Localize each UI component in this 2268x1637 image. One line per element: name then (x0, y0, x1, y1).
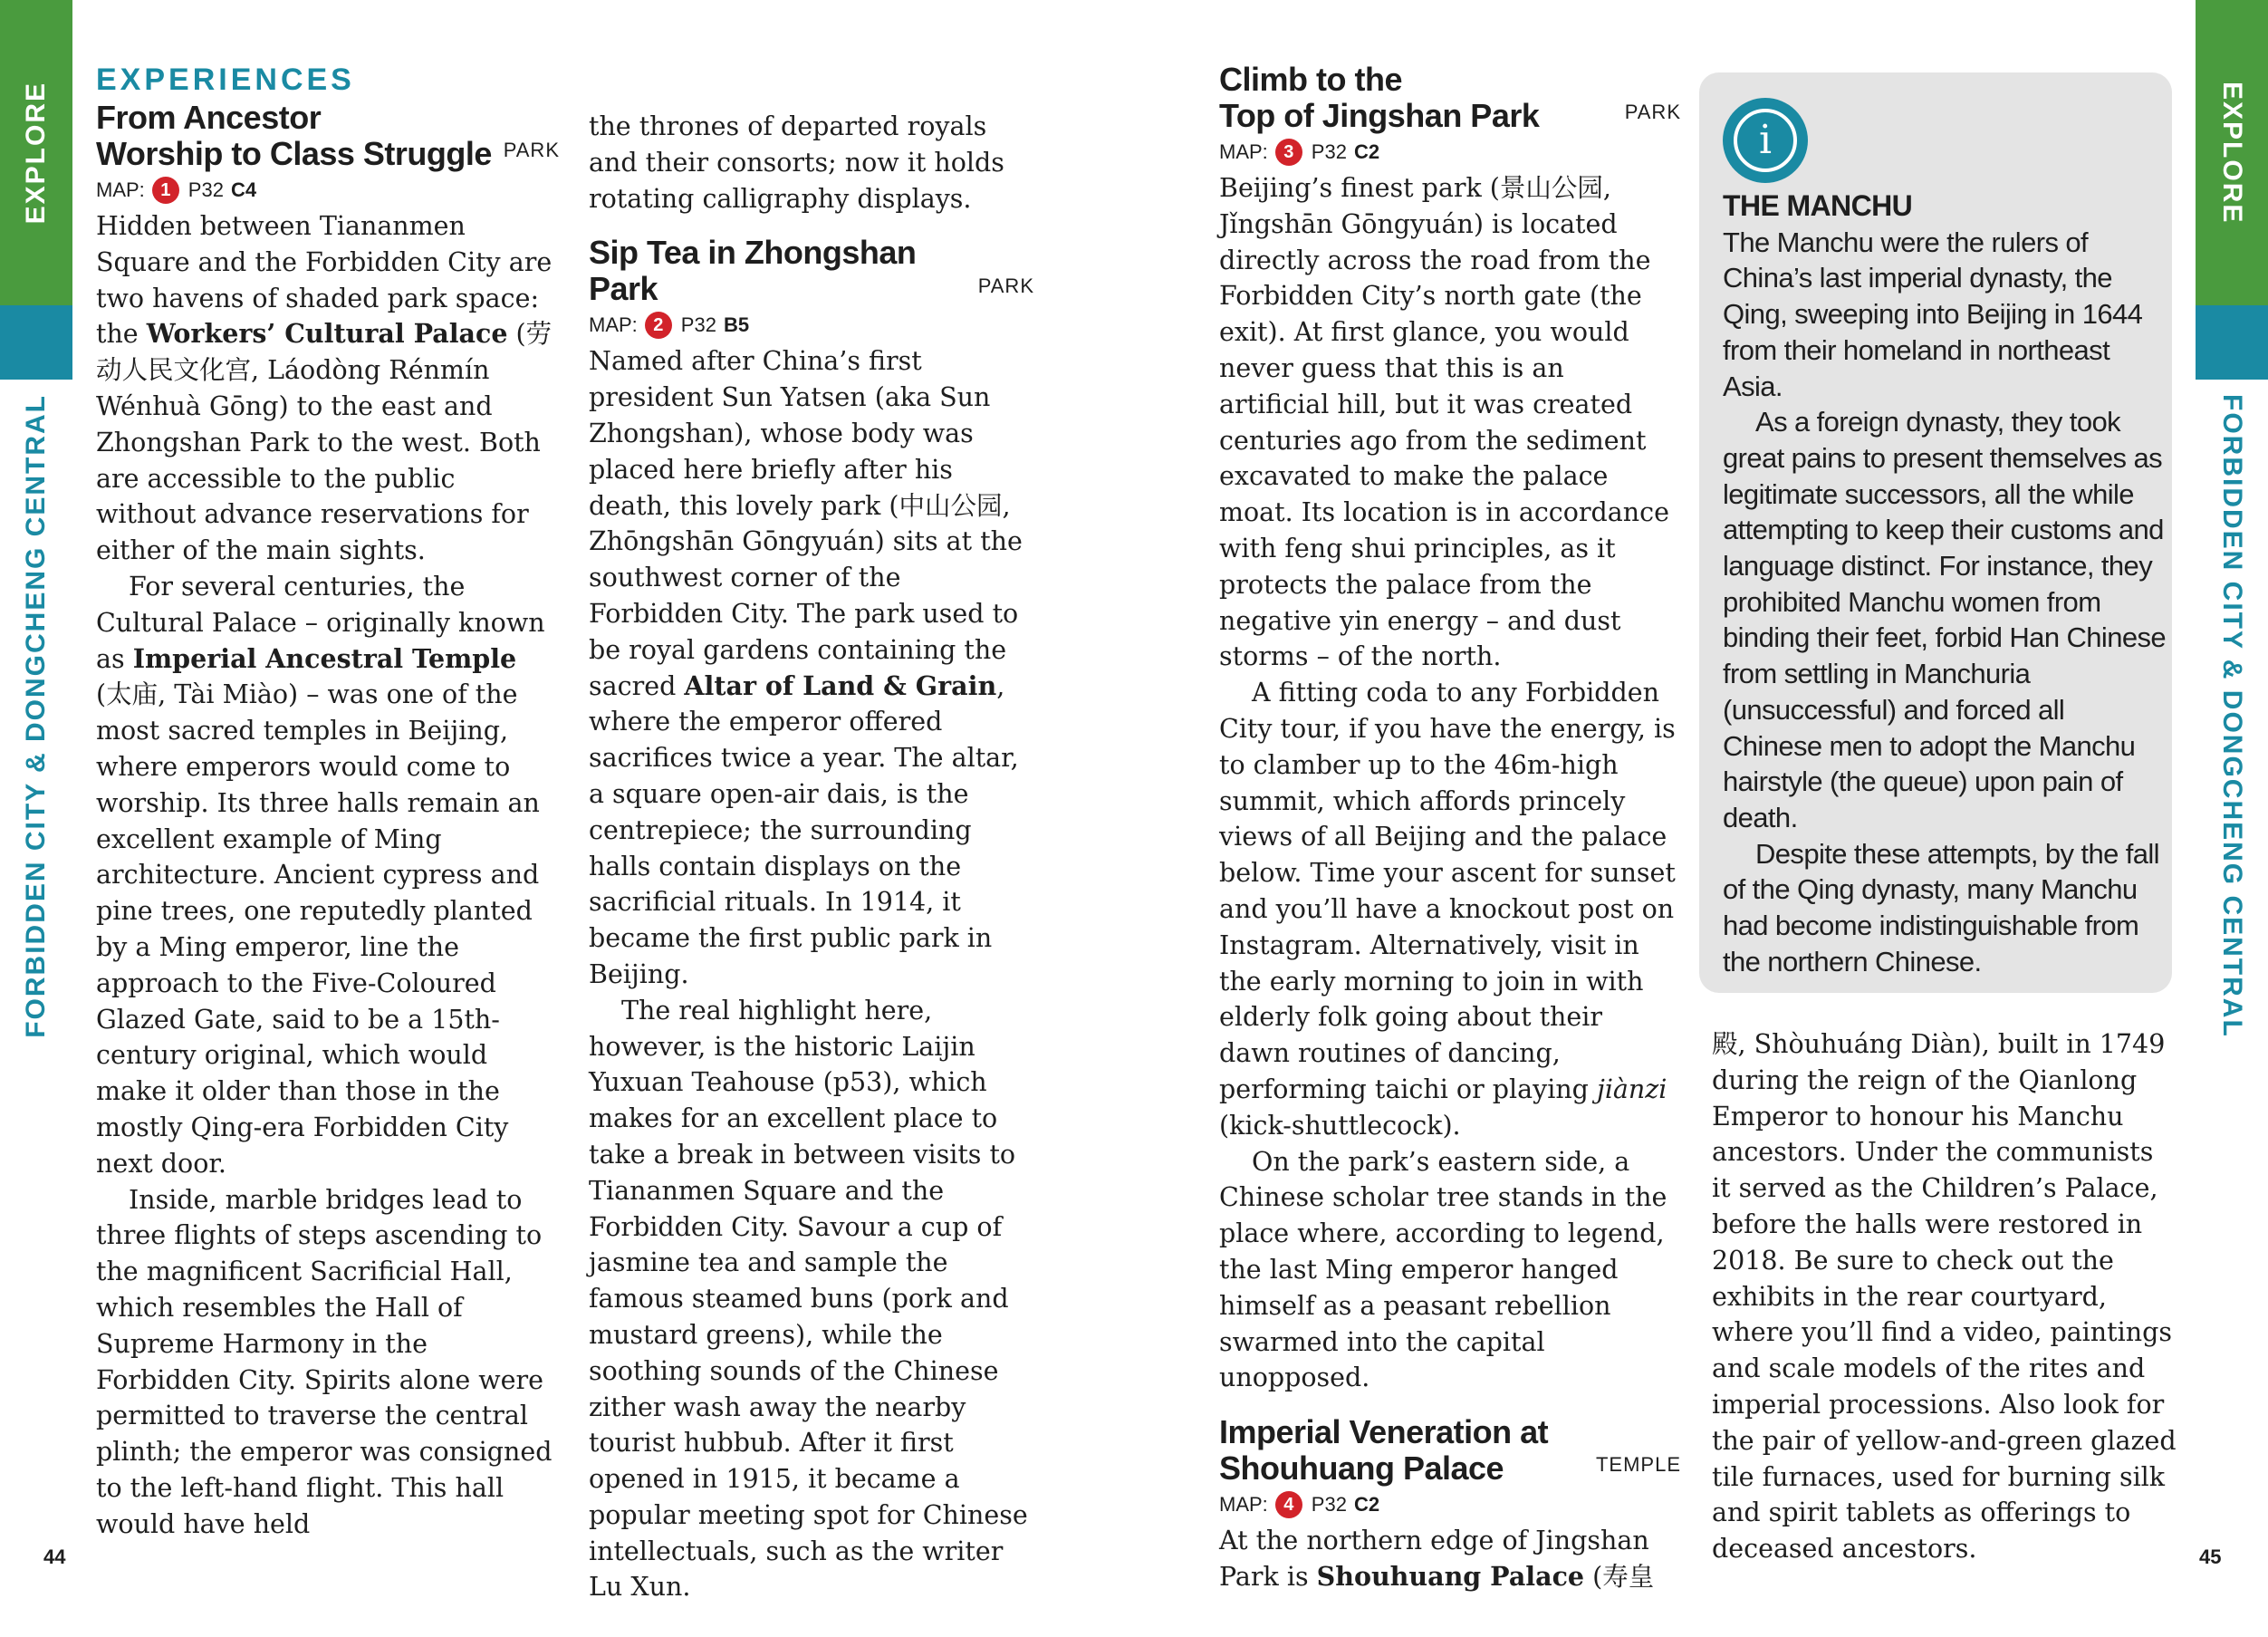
side-tab-accent-right (2196, 305, 2268, 380)
text-column-3 (1219, 62, 1681, 1595)
text-column-2 (589, 109, 1034, 1605)
section-label: FORBIDDEN CITY & DONGCHENG CENTRAL (2217, 393, 2247, 1038)
body-paragraph: Inside, marble bridges lead to three flights of steps ascending to the magnificent Sacrificial Hall, which resembles the Hall of Supreme Harmony in the Forbidden City. Spirits alone were permitted to traverse the central plinth; the emperor was consigned to the left-hand flight. This hall would have held (96, 1184, 553, 1539)
entry-heading (96, 100, 560, 172)
entry-title: From Ancestor Worship to Class Struggle (96, 99, 492, 172)
entry-category: TEMPLE (1595, 1453, 1681, 1477)
sidebar-paragraph: As a foreign dynasty, they took great pains to present themselves as legitimate successors, all the while attempting to keep their customs and language distinct. For instance, they prohibited Manchu women from binding their feet, forbid Han Chinese from settling in Manchuria (unsuccessful) and forced all Chinese men to adopt the Manchu hairstyle (the queue) upon pain of death. (1723, 406, 2167, 833)
map-marker-icon: 1 (152, 177, 179, 204)
entry-heading (589, 235, 1034, 307)
entry-title: Climb to the Top of Jingshan Park (1219, 61, 1540, 134)
map-reference[interactable]: MAP: 4 P32 C2 (1219, 1487, 1681, 1523)
highlight-term: Workers’ Cultural Palace (146, 318, 508, 350)
entry-title: Sip Tea in Zhongshan Park (589, 234, 917, 308)
section-label: FORBIDDEN CITY & DONGCHENG CENTRAL (21, 393, 51, 1038)
text-column-1 (96, 62, 560, 1542)
text-column-4 (1712, 1026, 2177, 1567)
side-label-section-right (2196, 393, 2268, 1038)
body-paragraph: The real highlight here, however, is the historic Laijin Yuxuan Teahouse (p53), which makes for an excellent place to take a break in between visits to Tiananmen Square and the Forbidden City. Savour a cup of jasmine tea and sample the famous steamed buns (pork and mustard greens), while the soothing sounds of the Chinese zither wash away the nearby tourist hubbub. After it first opened in 1915, it became a popular meeting spot for Chinese intellectuals, such as the writer Lu Xun. (589, 995, 1028, 1603)
body-paragraph: Beijing’s finest park (景山公园, Jǐngshān Gōngyuán) is located directly across the road from the Forbidden City’s north gate (the exit). At first glance, you would never guess that this is an artificial hill, but it was created centuries ago from the sediment excavated to make the palace moat. Its location is in accordance with feng shui principles, as it protects the palace from the negative yin energy – and dust storms – of the north. (1219, 173, 1669, 672)
side-label-section-left (0, 393, 72, 1038)
body-paragraph: A fitting coda to any Forbidden City tour, if you have the energy, is to clamber up to the 46m-high summit, which affords princely views of all Beijing and the palace below. Time your ascent for sunset and you’ll have a knockout post on Instagram. Alternatively, visit in the early morning to join in with elderly folk going about their dawn routines of dancing, performing taichi or playing jiànzi (kick-shuttlecock). (1219, 678, 1676, 1141)
highlight-term: Imperial Ancestral Temple (132, 642, 517, 674)
page-number-right: 45 (2199, 1546, 2222, 1568)
side-label-explore-left (0, 0, 72, 305)
map-reference[interactable]: MAP: 1 P32 C4 (96, 172, 560, 208)
explore-label: EXPLORE (2217, 81, 2247, 225)
explore-label: EXPLORE (21, 81, 51, 225)
body-paragraph: On the park’s eastern side, a Chinese scholar tree stands in the place where, according to legend, the last Ming emperor hanged himself as a peasant rebellion swarmed into the capital unopposed. (1219, 1146, 1667, 1393)
info-icon: i (1723, 98, 1808, 183)
entry-heading (1219, 62, 1681, 134)
body-paragraph: the thrones of departed royals and their consorts; now it holds rotating calligraphy displays. (589, 111, 1004, 214)
page-number-left: 44 (43, 1546, 66, 1568)
section-heading: EXPERIENCES (96, 63, 355, 97)
body-paragraph: 殿, Shòuhuáng Diàn), built in 1749 during the reign of the Qianlong Emperor to honour his Manchu ancestors. Under the communists it served as the Children’s Palace, before the halls were restored in 2018. Be sure to check out the exhibits in the rear courtyard, where you’ll find a video, paintings and scale models of the rites and imperial processions. Also look for the pair of yellow-and-green glazed tile furnaces, used for burning silk and spirit tablets as offerings to deceased ancestors. (1712, 1029, 2177, 1565)
highlight-term: Shouhuang Palace (1316, 1560, 1585, 1592)
map-reference[interactable]: MAP: 3 P32 C2 (1219, 134, 1681, 170)
body-paragraph: At the northern edge of Jingshan Park is Shouhuang Palace (寿皇 (1219, 1526, 1655, 1592)
entry-category: PARK (977, 274, 1034, 297)
entry-heading (1219, 1414, 1681, 1487)
body-paragraph: For several centuries, the Cultural Palace – originally known as Imperial Ancestral Temple (太庙, Tài Miào) – was one of the most sacred temples in Beijing, where emperors would come to worship. Its three halls remain an excellent example of Ming architecture. Ancient cypress and pine trees, one reputedly planted by a Ming emperor, line the approach to the Five-Coloured Glazed Gate, said to be a 15th-century original, which would make it older than those in the mostly Qing-era Forbidden City next door. (96, 571, 545, 1179)
body-paragraph: Hidden between Tiananmen Square and the Forbidden City are two havens of shaded park space: the Workers’ Cultural Palace (劳动人民文化宫, Láodòng Rénmín Wénhuà Gōng) to the east and Zhongshan Park to the west. Both are accessible to the public without advance reservations for either of the main sights. (96, 211, 553, 566)
sidebar-box-title: THE MANCHU (1723, 189, 1913, 222)
map-marker-icon: 2 (645, 312, 672, 339)
sidebar-paragraph: Despite these attempts, by the fall of the Qing dynasty, many Manchu had become indistinguishable from the northern Chinese. (1723, 837, 2159, 977)
highlight-term: Altar of Land & Grain (684, 669, 997, 701)
sidebar-box-text (1723, 188, 2167, 979)
entry-category: PARK (503, 139, 560, 162)
body-paragraph: Named after China’s first president Sun Yatsen (aka Sun Zhongshan), whose body was placed here briefly after his death, this lovely park (中山公园, Zhōngshān Gōngyuán) sits at the southwest corner of the Forbidden City. The park used to be royal gardens containing the sacred Altar of Land & Grain, where the emperor offered sacrifices twice a year. The altar, a square open-air dais, is the centrepiece; the surrounding halls contain displays on the sacrificial rituals. In 1914, it became the first public park in Beijing. (589, 346, 1023, 989)
side-tab-accent-left (0, 305, 72, 380)
side-label-explore-right (2196, 0, 2268, 305)
entry-title: Imperial Veneration at Shouhuang Palace (1219, 1413, 1549, 1488)
map-marker-icon: 3 (1275, 139, 1302, 166)
sidebar-paragraph: The Manchu were the rulers of China’s last imperial dynasty, the Qing, sweeping into Beijing in 1644 from their homeland in northeast Asia. (1723, 226, 2143, 402)
map-marker-icon: 4 (1275, 1491, 1302, 1518)
map-reference[interactable]: MAP: 2 P32 B5 (589, 307, 1034, 343)
entry-category: PARK (1624, 101, 1681, 124)
highlight-term: jiànzi (1596, 1074, 1667, 1104)
